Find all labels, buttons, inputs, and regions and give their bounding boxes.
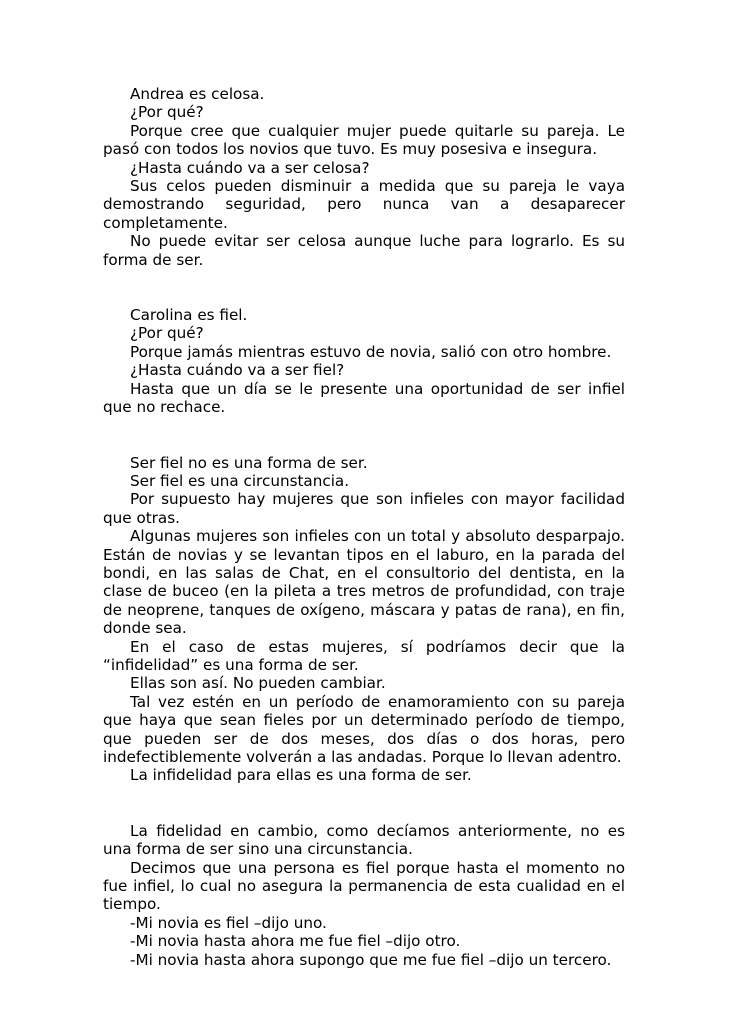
paragraph: Hasta que un día se le presente una oportunidad de ser infiel que no rechace. [103,379,625,417]
paragraph: Ser fiel no es una forma de ser. [130,453,368,472]
section-fidelidad [103,822,625,969]
paragraph: La infidelidad para ellas es una forma de ser. [130,766,472,785]
paragraph: Porque jamás mientras estuvo de novia, salió con otro hombre. [130,342,612,361]
paragraph: Tal vez estén en un período de enamoramiento con su pareja que haya que sean fieles por un determinado período de tiempo, que pueden ser de dos meses, dos días o dos horas, pero indefectiblemente volverán a las andadas. Porque lo llevan adentro. [103,692,625,766]
paragraph: Carolina es fiel. [130,306,248,325]
paragraph: ¿Hasta cuándo va a ser celosa? [130,158,370,177]
paragraph: Ellas son así. No pueden cambiar. [130,674,386,693]
paragraph: -Mi novia hasta ahora me fue fiel –dijo otro. [130,932,461,951]
paragraph: Sus celos pueden disminuir a medida que su pareja le vaya demostrando seguridad, pero nunca van a desaparecer completamente. [103,177,625,232]
paragraph: Algunas mujeres son infieles con un total y absoluto desparpajo. Están de novias y se levantan tipos en el laburo, en la parada del bondi, en las salas de Chat, en el consultorio del dentista, en la clase de buceo (en la pileta a tres metros de profundidad, con traje de neoprene, tanques de oxígeno, máscara y patas de rana), en fin, donde sea. [103,527,625,638]
paragraph: Andrea es celosa. [130,85,265,103]
paragraph: En el caso de estas mujeres, sí podríamos decir que la “infidelidad” es una forma de ser. [103,637,625,674]
section-spacer [103,785,625,822]
paragraph: ¿Por qué? [130,324,204,343]
paragraph: La fidelidad en cambio, como decíamos anteriormente, no es una forma de ser sino una circunstancia. [103,821,625,859]
section-spacer [103,269,625,306]
section-carolina [103,306,625,416]
section-andrea [103,85,625,269]
paragraph: No puede evitar ser celosa aunque luche para lograrlo. Es su forma de ser. [103,232,625,269]
paragraph: -Mi novia hasta ahora supongo que me fue fiel –dijo un tercero. [130,950,612,969]
paragraph: Decimos que una persona es fiel porque hasta el momento no fue infiel, lo cual no asegura la permanencia de esta cualidad en el tiempo. [103,858,625,914]
paragraph: ¿Por qué? [130,103,204,122]
paragraph: Ser fiel es una circunstancia. [130,471,350,490]
paragraph: -Mi novia es fiel –dijo uno. [130,913,327,932]
section-ser-fiel [103,454,625,785]
paragraph: Porque cree que cualquier mujer puede quitarle su pareja. Le pasó con todos los novios que tuvo. Es muy posesiva e insegura. [103,121,625,159]
section-spacer [103,417,625,454]
document-page [103,85,625,969]
paragraph: Por supuesto hay mujeres que son infieles con mayor facilidad que otras. [103,490,625,527]
paragraph: ¿Hasta cuándo va a ser fiel? [130,361,345,380]
